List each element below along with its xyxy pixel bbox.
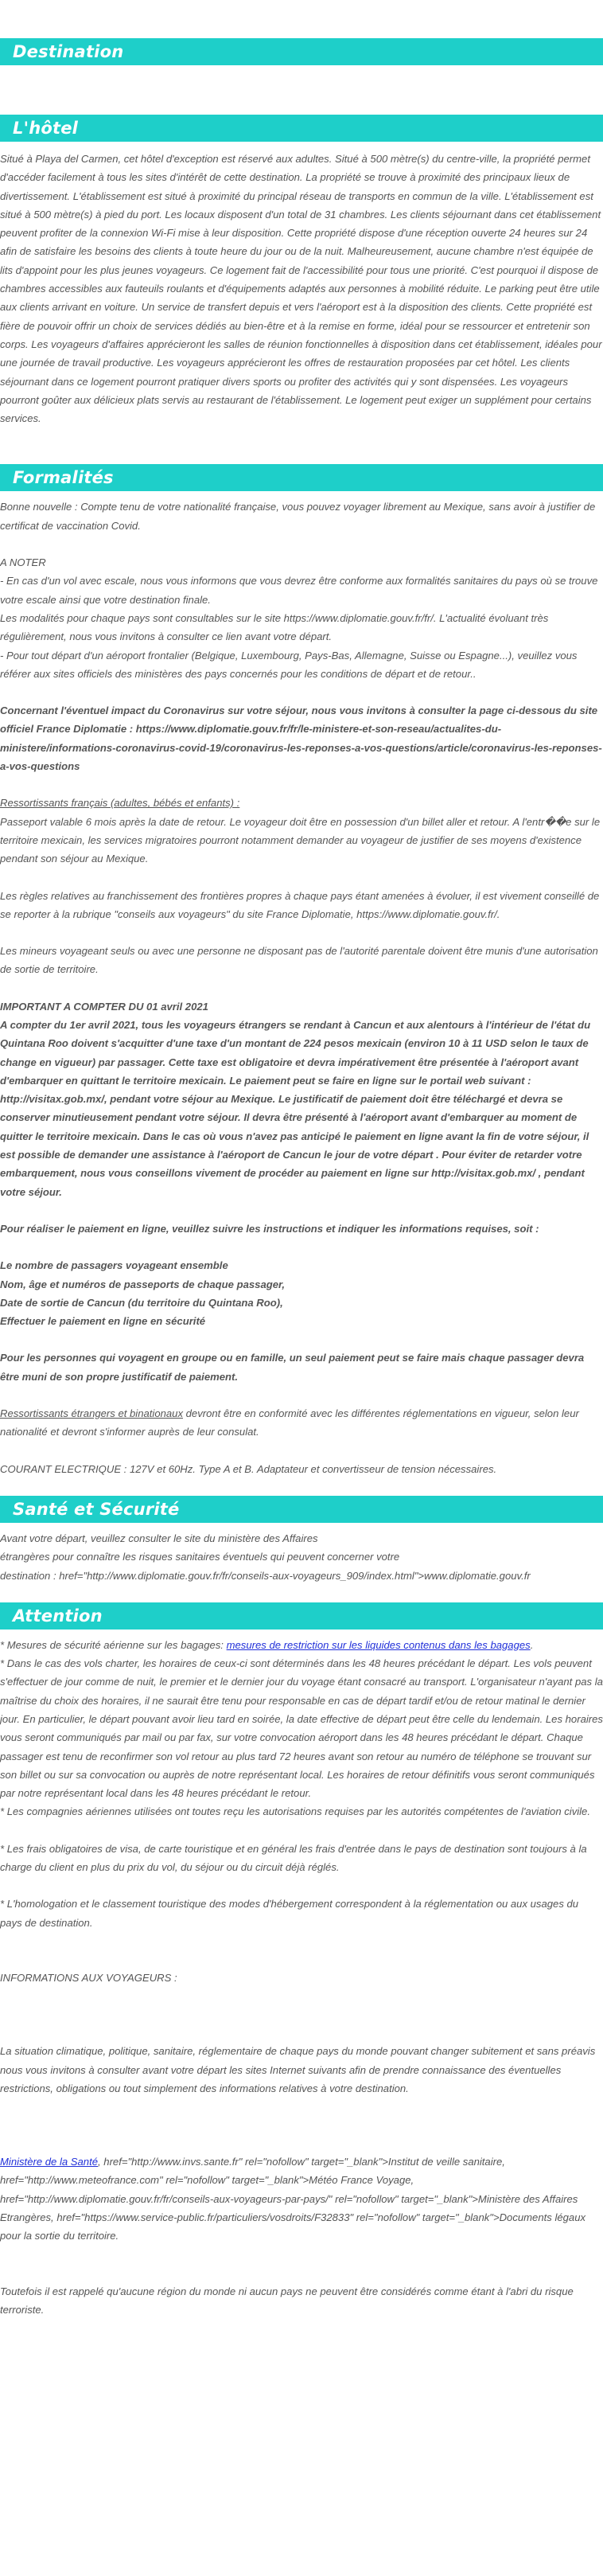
section-header-attention xyxy=(0,1602,603,1630)
section-title-formalites: Formalités xyxy=(13,468,114,488)
paiement-instructions: Pour réaliser le paiement en ligne, veuillez suivre les instructions et indiquer les informations requises, soit : xyxy=(0,1222,539,1235)
attention-homologation: * L'homologation et le classement touristique des modes d'hébergement correspondent à la réglementation ou aux usages du pays de destination. xyxy=(0,1898,579,1929)
ministere-sante-link[interactable]: Ministère de la Santé xyxy=(0,2156,99,2168)
section-header-destination xyxy=(0,38,603,65)
a-noter-modalites: Les modalités pour chaque pays sont consultables sur le site https://www.diplomatie.gouv.fr/fr/. L'actualité évoluant très régulièrement, nous vous invitons à consulter ce lien avant votre départ. xyxy=(0,611,549,643)
ressortissants-etrangers xyxy=(0,1404,603,1442)
section-title-sante: Santé et Sécurité xyxy=(13,1499,180,1519)
a-noter-frontalier: - Pour tout départ d'un aéroport frontalier (Belgique, Luxembourg, Pays-Bas, Allemagne, Suisse ou Espagne...), veuillez vous référer aux sites officiels des ministères des pays concernés pour les conditions de départ et de retour.. xyxy=(0,649,578,680)
section-header-formalites xyxy=(0,464,603,491)
coronavirus-notice: Concernant l'éventuel impact du Coronavirus sur votre séjour, nous vous invitons à consulter la page ci-dessous du site officiel France Diplomatie : https://www.diplomatie.gouv.fr/fr/le-ministere-et-son-reseau/actualites-du-ministere/informations-coronavirus-covid-19/coronavirus-les-reponses-a-vos-questions/article/coronavirus-les-reponses-a-vos-questions xyxy=(0,704,602,773)
bagages-suffix: . xyxy=(530,1638,534,1651)
courant-electrique: COURANT ELECTRIQUE : 127V et 60Hz. Type A et B. Adaptateur et convertisseur de tension nécessaires. xyxy=(0,1462,497,1475)
risque-terroriste: Toutefois il est rappelé qu'aucune région du monde ni aucun pays ne peuvent être considérés comme étant à l'abri du risque terroriste. xyxy=(0,2285,574,2316)
ressortissants-etrangers-text: devront être en conformité avec les différentes réglementations en vigueur, selon leur nationalité et devront s'informer auprès de leur consulat. xyxy=(0,1407,579,1438)
mineurs-text: Les mineurs voyageant seuls ou avec une personne ne disposant pas de l'autorité parentale doivent être munis d'une autorisation de sortie de territoire. xyxy=(0,945,598,976)
informations-voyageurs: INFORMATIONS AUX VOYAGEURS : xyxy=(0,1971,177,1984)
passeport-text: Passeport valable 6 mois après la date de retour. Le voyageur doit être en possession d'un billet aller et retour. A l'entr��e sur le territoire mexicain, les services migratoires pourront notamment demander au voyageur de justifier de ses moyens d'existence pendant son séjour au Mexique. xyxy=(0,815,601,865)
section-title-attention: Attention xyxy=(13,1606,103,1626)
formalites-intro: Bonne nouvelle : Compte tenu de votre nationalité française, vous pouvez voyager librement au Mexique, sans avoir à justifier de certificat de vaccination Covid. xyxy=(0,501,596,532)
section-title-hotel: L'hôtel xyxy=(13,119,79,138)
section-header-sante xyxy=(0,1496,603,1523)
section-sante xyxy=(0,1496,603,1585)
a-noter-escale: - En cas d'un vol avec escale, nous vous informons que vous devrez être conforme aux formalités sanitaires du pays où se trouve votre escale ainsi que votre destination finale. xyxy=(0,575,598,606)
paiement-famille: Pour les personnes qui voyagent en groupe ou en famille, un seul paiement peut se faire mais chaque passager devra être muni de son propre justificatif de paiement. xyxy=(0,1352,585,1383)
paiement-liste: Le nombre de passagers voyageant ensemble Nom, âge et numéros de passeports de chaque passager, Date de sortie de Cancun (du territoire du Quintana Roo), Effectuer le paiement en ligne en sécurité xyxy=(0,1259,286,1328)
ressortissants-etrangers-label: Ressortissants étrangers et binationaux xyxy=(0,1407,183,1420)
regles-frontieres: Les règles relatives au franchissement des frontières propres à chaque pays étant amenées à évoluer, il est vivement conseillé de se reporter à la rubrique "conseils aux voyageurs" du site France Diplomatie, https://www.diplomatie.gouv.fr/. xyxy=(0,889,600,920)
bagages-restriction-link[interactable]: mesures de restriction sur les liquides contenus dans les bagages xyxy=(226,1638,531,1651)
section-hotel xyxy=(0,115,603,427)
section-formalites xyxy=(0,464,603,1477)
a-noter-heading: A NOTER xyxy=(0,556,46,569)
attention-compagnies: * Les compagnies aériennes utilisées ont toutes reçu les autorisations requises par les autorités compétentes de l'aviation civile. xyxy=(0,1805,590,1818)
sites-liste xyxy=(0,2153,603,2245)
section-header-hotel xyxy=(0,115,603,142)
situation-text: La situation climatique, politique, sanitaire, réglementaire de chaque pays du monde pouvant changer subitement et sans préavis nous vous invitons à consulter avant votre départ les sites Internet suivants afin de prendre connaissance des éventuelles restrictions, obligations ou tout simplement des informations relatives à votre destination. xyxy=(0,2045,596,2094)
section-attention xyxy=(0,1602,603,2319)
attention-frais: * Les frais obligatoires de visa, de carte touristique et en général les frais d'entrée dans le pays de destination sont toujours à la charge du client en plus du prix du vol, du séjour ou du circuit déjà réglés. xyxy=(0,1842,587,1874)
sante-text: Avant votre départ, veuillez consulter le site du ministère des Affaires étrangères pour connaître les risques sanitaires éventuels qui peuvent concerner votre destination : href="http://www.diplomatie.gouv.fr/fr/conseils-aux-voyageurs_909/index.html">www.diplomatie.gouv.fr xyxy=(0,1532,531,1582)
attention-bagages xyxy=(0,1636,603,1654)
sites-liste-text: , href="http://www.invs.sante.fr" rel="nofollow" target="_blank">Institut de veille sanitaire, href="http://www.meteofrance.com" rel="nofollow" target="_blank">Météo France Voyage, href="http://www.diplomatie.gouv.fr/fr/conseils-aux-voyageurs-par-pays/" rel="nofollow" target="_blank">Ministère des Affaires Etrangères, href="https://www.service-public.fr/particuliers/vosdroits/F32833" rel="nofollow" target="_blank">Documents légaux pour la sortie du territoire. xyxy=(0,2156,586,2242)
hotel-description: Situé à Playa del Carmen, cet hôtel d'exception est réservé aux adultes. Situé à 500 mètre(s) du centre-ville, la propriété permet d'accéder facilement à tous les sites d'intérêt de cette destination. La propriété se trouve à proximité des principaux lieux de divertissement. L'établissement est situé à proximité du principal réseau de transports en commun de la ville. L'établissement est situé à 500 mètre(s) à pied du port. Les locaux disposent d'un total de 31 chambres. Les clients séjournant dans cet établissement peuvent profiter de la connexion Wi-Fi mise à leur disposition. Cette propriété dispose d'une réception ouverte 24 heures sur 24 afin de satisfaire les besoins des clients à toute heure du jour ou de la nuit. Malheureusement, aucune chambre n'est équipée de lits d'appoint pour les plus jeunes voyageurs. Ce logement fait de l'accessibilité pour tous une priorité. C'est pourquoi il dispose de chambres accessibles aux fauteuils roulants et d'équipements adaptés aux personnes à mobilité réduite. Le parking peut être utile aux clients arrivant en voiture. Un service de transfert depuis et vers l'aéroport est à la disposition des clients. Cette propriété est fière de pouvoir offrir un choix de services dédiés au bien-être et à la remise en forme, idéal pour se ressourcer et entretenir son corps. Les voyageurs d'affaires apprécieront les salles de réunion fonctionnelles à disposition dans cet établissement, idéales pour une journée de travail productive. Les voyageurs apprécieront les offres de restauration proposées par cet hôtel. Les clients séjournant dans ce logement pourront pratiquer divers sports ou profiter des activités qui y sont dispensées. Les voyageurs pourront goûter aux délicieux plats servis au restaurant de l'établissement. Le logement peut exiger un supplément pour certains services. xyxy=(0,153,602,425)
section-destination xyxy=(0,38,603,65)
attention-vols-charter: * Dans le cas des vols charter, les horaires de ceux-ci sont déterminés dans les 48 heures précédant le départ. Les vols peuvent s'effectuer de jour comme de nuit, le premier et le dernier jour du voyage étant consacré au transport. L'organisateur n'ayant pas la maîtrise du choix des horaires, il ne saurait être tenu pour responsable en cas de départ tardif et/ou de retour matinal le dernier jour. En particulier, le départ pouvant avoir lieu tard en soirée, la date effective de départ peut être celle du lendemain. Les horaires vous seront communiqués par mail ou par fax, sur votre convocation aéroport dans les 48 heures précédant le départ. Chaque passager est tenu de reconfirmer son vol retour au plus tard 72 heures avant son retour au numéro de téléphone se trouvant sur son billet ou sur sa convocation ou auprès de notre représentant local. Les horaires de retour définitifs vous seront communiqués par notre représentant local dans les 48 heures précédant le retour. xyxy=(0,1657,603,1800)
important-visitax: IMPORTANT A COMPTER DU 01 avril 2021 A compter du 1er avril 2021, tous les voyageurs étrangers se rendant à Cancun et aux alentours à l'intérieur de l'état du Quintana Roo doivent s'acquitter d'une taxe d'un montant de 224 pesos mexicain (environ 10 à 11 USD selon le taux de change en vigueur) par passager. Cette taxe est obligatoire et devra impérativement être présentée à l'aéroport avant d'embarquer en quittant le territoire mexicain. Le paiement peut se faire en ligne sur le portail web suivant : http://visitax.gob.mx/, pendant votre séjour au Mexique. Le justificatif de paiement doit être téléchargé et devra se conserver minutieusement pendant votre séjour. Il devra être présenté à l'aéroport avant d'embarquer au moment de quitter le territoire mexicain. Dans le cas où vous n'avez pas anticipé le paiement en ligne avant la fin de votre séjour, il est possible de demander une assistance à l'aéroport de Cancun le jour de votre départ . Pour éviter de retarder votre embarquement, nous vous conseillons vivement de procéder au paiement en ligne sur http://visitax.gob.mx/ , pendant votre séjour. xyxy=(0,1000,591,1198)
section-title-destination: Destination xyxy=(13,42,124,61)
ressortissants-francais-label: Ressortissants français (adultes, bébés et enfants) : xyxy=(0,797,240,810)
bagages-prefix: * Mesures de sécurité aérienne sur les bagages: xyxy=(0,1638,227,1651)
